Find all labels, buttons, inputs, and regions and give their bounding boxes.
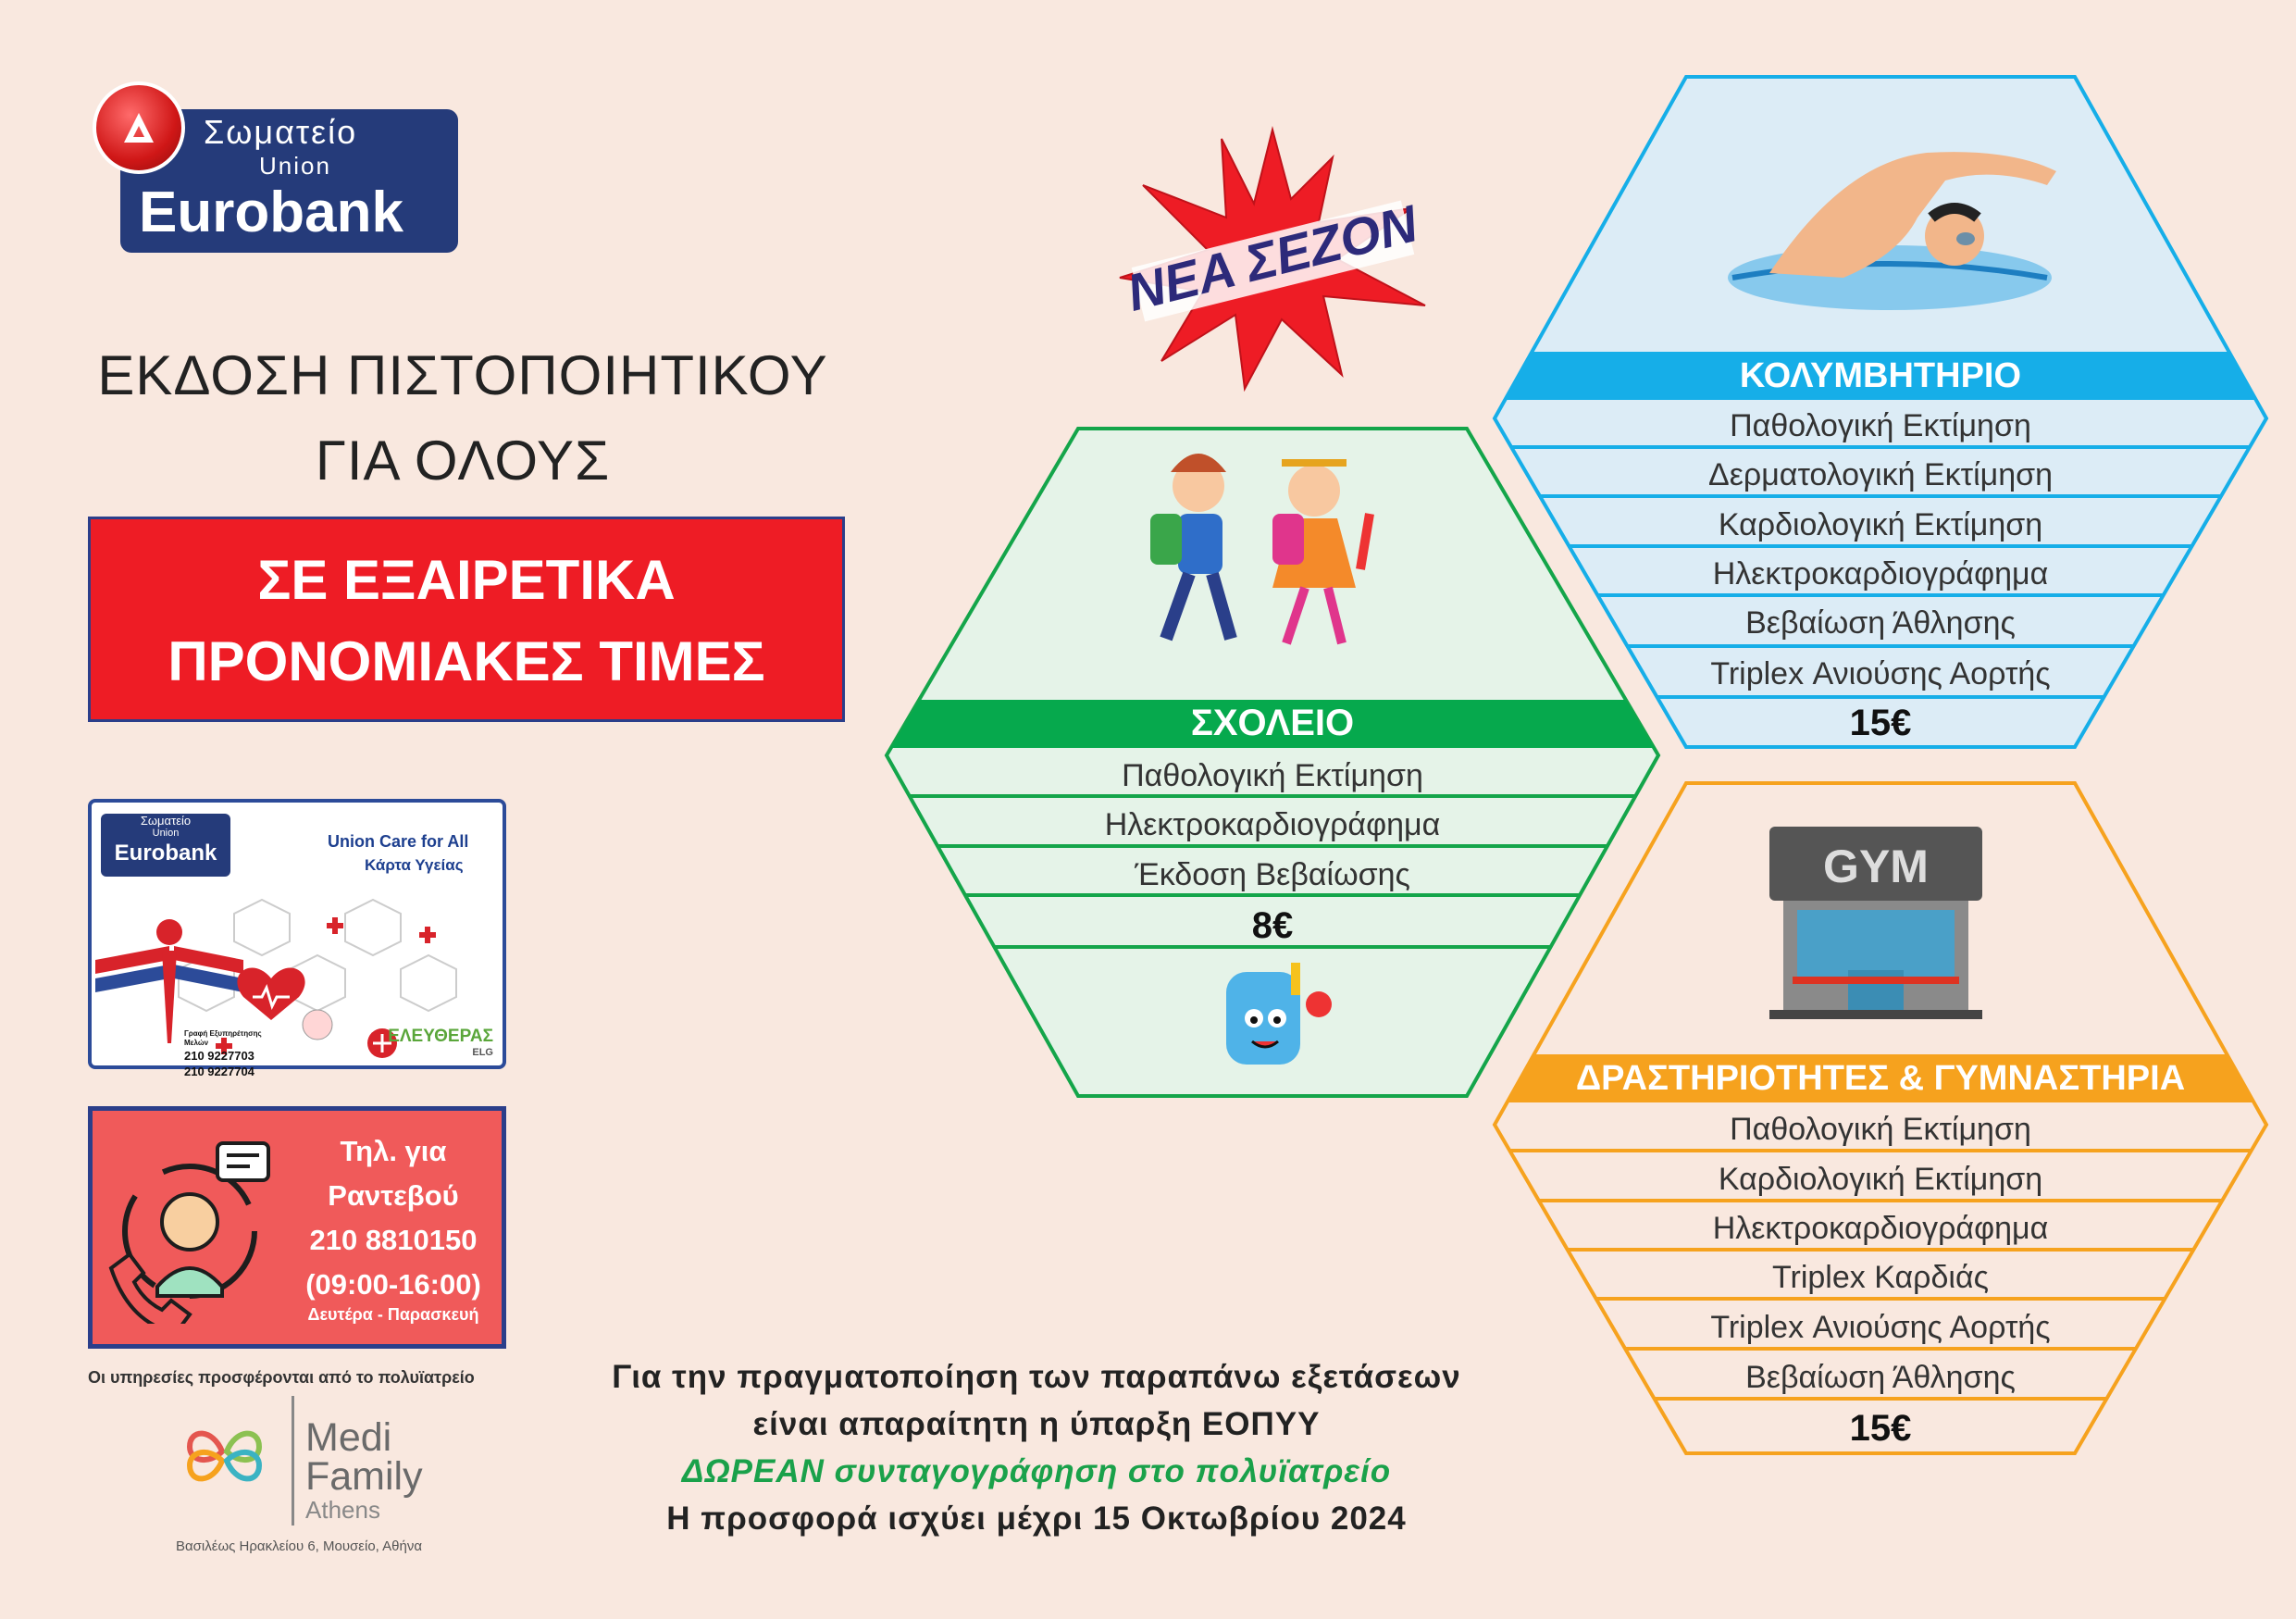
call-center-icon (102, 1139, 278, 1324)
pool-item-0: Παθολογική Εκτίμηση (1730, 408, 2031, 443)
headline (56, 333, 870, 504)
logo-line2: Union (259, 152, 331, 180)
medi-line3: Athens (305, 1496, 380, 1524)
gym-item-5: Βεβαίωση Άθλησης (1745, 1360, 2016, 1395)
gym-building-icon (1769, 827, 1982, 1019)
footer-text (574, 1353, 1499, 1542)
school-item-1: Ηλεκτροκαρδιογράφημα (1104, 807, 1441, 842)
appointment-text (287, 1129, 500, 1307)
school-item-2: Έκδοση Βεβαίωσης (1135, 857, 1410, 892)
school-price: 8€ (1251, 905, 1294, 946)
pool-item-2: Καρδιολογική Εκτίμηση (1718, 507, 2043, 542)
footer-line1: Για την πραγματοποίηση των παραπάνω εξετάσεων (612, 1359, 1461, 1395)
appointment-days: Δευτέρα - Παρασκευή (307, 1305, 479, 1324)
badge-text: ΝΕΑ ΣΕΖΟΝ (1121, 193, 1423, 322)
card-title: Union Care for All (328, 832, 469, 851)
medi-line2: Family (305, 1454, 423, 1499)
gym-title: ΔΡΑΣΤΗΡΙΟΤΗΤΕΣ & ΓΥΜΝΑΣΤΗΡΙΑ (1575, 1059, 2186, 1098)
school-item-0: Παθολογική Εκτίμηση (1122, 758, 1423, 793)
footer-line2: είναι απαραίτητη η ύπαρξη ΕΟΠΥΥ (752, 1406, 1321, 1442)
card-phone2: 210 9227704 (184, 1065, 254, 1078)
appointment-line1: Τηλ. για (340, 1135, 447, 1167)
gym-item-3: Triplex Καρδιάς (1772, 1260, 1989, 1295)
gym-item-4: Triplex Ανιούσης Αορτής (1710, 1310, 2051, 1345)
pool-price: 15€ (1849, 703, 1912, 743)
medi-family-emblem-icon (162, 1396, 282, 1516)
medi-line1: Medi (305, 1415, 392, 1460)
gym-price: 15€ (1849, 1408, 1912, 1449)
medi-family-logo (162, 1396, 423, 1524)
promo-box (88, 517, 845, 722)
appointment-phone: 210 8810150 (309, 1224, 478, 1256)
gym-item-0: Παθολογική Εκτίμηση (1730, 1112, 2031, 1147)
services-note: Οι υπηρεσίες προσφέρονται από το πολυϊατρείο (88, 1368, 475, 1387)
pool-hexagon (1492, 74, 2269, 750)
pool-title: ΚΟΛΥΜΒΗΤΗΡΙΟ (1739, 356, 2022, 395)
card-phones (184, 1029, 267, 1079)
card-logo-name: Eurobank (114, 841, 217, 866)
new-season-badge (1106, 120, 1439, 398)
medi-family-name (305, 1415, 423, 1499)
footer-line4: Η προσφορά ισχύει μέχρι 15 Οκτωβρίου 2024 (666, 1501, 1407, 1537)
footer-line3: ΔΩΡΕΑΝ συνταγογράφηση στο πολυϊατρείο (681, 1453, 1392, 1489)
card-office: Γραφή Εξυπηρέτησης Μελών (184, 1029, 262, 1047)
logo-line3: Eurobank (139, 181, 403, 244)
logo-line1: Σωματείο (204, 113, 358, 151)
headline-line1: ΕΚΔΟΣΗ ΠΙΣΤΟΠΟΙΗΤΙΚΟΥ (97, 344, 828, 406)
card-brand-sub: ELG (472, 1047, 493, 1058)
gym-sign: GYM (1823, 841, 1929, 892)
card-phone1: 210 9227703 (184, 1049, 254, 1063)
pool-item-3: Ηλεκτροκαρδιογράφημα (1712, 556, 2049, 592)
card-logo (101, 814, 230, 877)
card-brand-name: ΕΛΕΥΘΕΡΑΣ (388, 1027, 493, 1046)
card-logo-small: Σωματείο (140, 814, 192, 828)
gym-item-1: Καρδιολογική Εκτίμηση (1718, 1162, 2043, 1197)
card-brand (388, 1027, 493, 1058)
card-logo-union: Union (152, 828, 180, 839)
health-card (88, 799, 506, 1078)
card-subtitle: Κάρτα Υγείας (365, 856, 464, 874)
address: Βασιλέως Ηρακλείου 6, Μουσείο, Αθήνα (176, 1538, 423, 1554)
promo-line1: ΣΕ ΕΞΑΙΡΕΤΙΚΑ (257, 549, 676, 611)
appointment-hours: (09:00-16:00) (305, 1268, 481, 1301)
eurobank-emblem-icon (93, 81, 185, 174)
pool-item-4: Βεβαίωση Άθλησης (1745, 605, 2016, 641)
gym-hexagon (1492, 780, 2269, 1456)
gym-item-2: Ηλεκτροκαρδιογράφημα (1712, 1211, 2049, 1246)
union-eurobank-logo (93, 81, 458, 253)
school-title: ΣΧΟΛΕΙΟ (1190, 703, 1355, 743)
appointment-line2: Ραντεβού (328, 1179, 459, 1212)
pool-item-1: Δερματολογική Εκτίμηση (1707, 457, 2054, 492)
headline-line2: ΓΙΑ ΟΛΟΥΣ (315, 430, 611, 492)
appointment-box (88, 1106, 506, 1349)
promo-line2: ΠΡΟΝΟΜΙΑΚΕΣ ΤΙΜΕΣ (168, 630, 765, 692)
pool-item-5: Triplex Ανιούσης Αορτής (1710, 656, 2051, 691)
